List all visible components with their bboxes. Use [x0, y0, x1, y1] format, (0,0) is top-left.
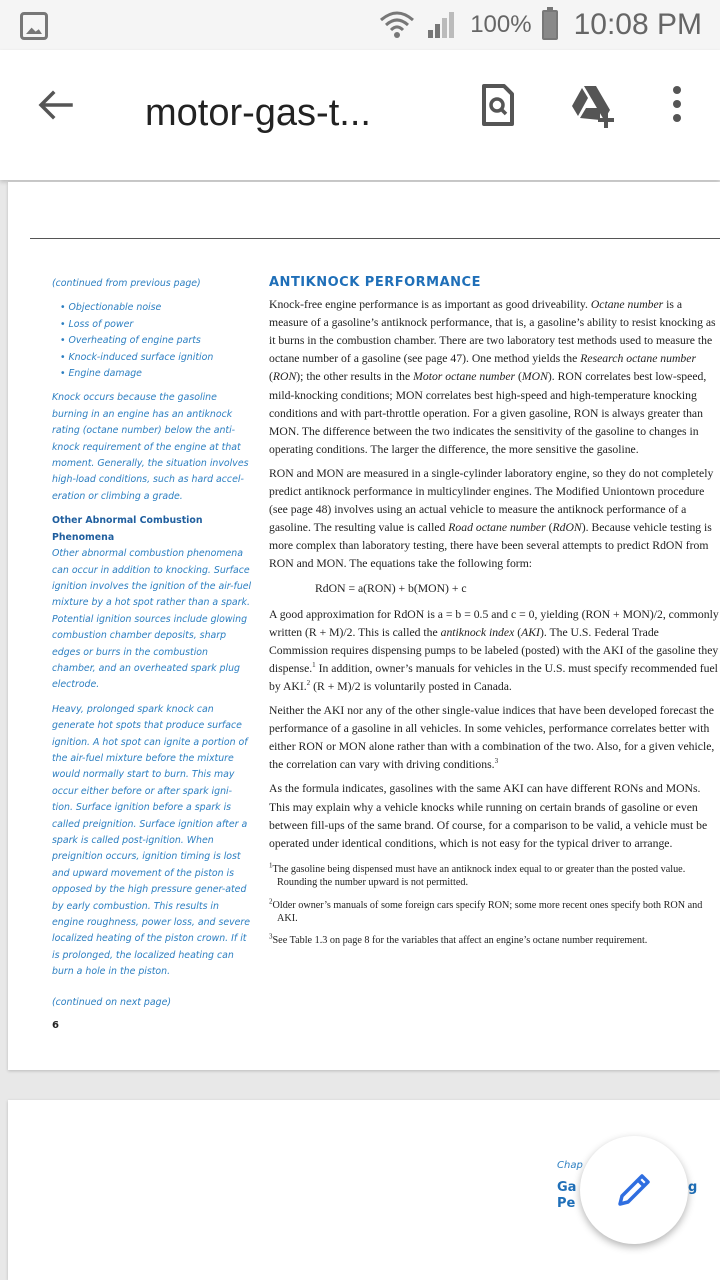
body-paragraph: As the formula indicates, gasolines with the same AKI can have different RONs and MONs. This may explain why a vehicle knocks while running on certain brands of gasoline or even between fill-ups of the same brand. Of course, for a comparison to be valid, a vehicle must be operated under identical conditions, which is not easy for the typical driver to arrange.: [269, 782, 708, 850]
footnotes: [269, 863, 719, 948]
add-to-drive-button[interactable]: [566, 80, 620, 130]
search-in-document-button[interactable]: [472, 80, 522, 130]
continued-from-note: (continued from previous page): [52, 278, 201, 289]
page-number: 6: [52, 1020, 59, 1031]
add-to-drive-icon: [566, 80, 620, 130]
list-item: • Engine damage: [60, 368, 142, 380]
continued-on-note: (continued on next page): [52, 996, 171, 1008]
sidebar-paragraph: Heavy, prolonged spark knock can generate hot spots that produce surface ignition. A hot spot can ignite a portion of the air-fuel mixture before the mixture would normally start to burn. This may occur either before or after spark igni-tion. Surface ignition before a spark is called preignition. Surface ignition after a spark is called post-ignition. When preignition occurs, ignition timing is lost and upward movement of the piston is opposed by the high pressure gener-ated by early combustion. This results in engine roughness, power loss, and severe localized heating of the piston crown. If it is prolonged, the localized heating can burn a hole in the piston.: [52, 703, 251, 978]
status-indicators: [378, 6, 702, 44]
main-column: [269, 274, 719, 957]
chapter-title-line: Ga: [557, 1180, 577, 1195]
wifi-icon: [378, 10, 416, 40]
body-paragraph: A good approximation for RdON is a = b = 0.5 and c = 0, yielding (RON + MON)/2, commonly written (R + M)/2. This is called the antiknock index (AKI). The U.S. Federal Trade Commission requires dispensing pumps to be labeled (posted) with the AKI of the gasoline they dispense.$^1$ In addition, owner’s manuals for vehicles in the U.S. must specify recommended fuel by AKI.$^2$ (R + M)/2 is voluntarily posted in Canada.: [269, 607, 719, 693]
chapter-title-line: Pe: [557, 1196, 576, 1211]
sidebar-paragraph: Knock occurs because the gasoline burning in an engine has an antiknock rating (octane number) below the anti-knock requirement of the engine at that moment. Generally, the situation involves high-load conditions, such as hard accel-eration or climbing a grade.: [52, 392, 249, 502]
body-paragraph: Knock-free engine performance is as important as good driveability. Octane number is a measure of a gasoline’s antiknock performance, that is, a gasoline’s ability to resist knocking as it burns in the combustion chamber. There are two laboratory test methods used to measure the octane number of a gasoline (see page 47). One method yields the Research octane number (RON); the other results in the Motor octane number (MON). RON correlates best low-speed, mild-knocking conditions; MON correlates best high-speed and high-temperature knocking conditions and with part-throttle operation. For a given gasoline, RON is always greater than MON. The difference between the two indicates the sensitivity of the gasoline to changes in operating conditions. The larger the difference, the more sensitive the gasoline.: [269, 298, 716, 456]
body-paragraph: RON and MON are measured in a single-cylinder laboratory engine, so they do not completely predict antiknock performance in multicylinder engines. The Modified Uniontown procedure (see page 48) involves using an actual vehicle to measure the antiknock performance of a gasoline. The resulting value is called Road octane number (RdON). Because vehicle testing is more complex than laboratory testing, there have been several attempts to predict RdON from RON and MON. The equations take the following form:: [269, 466, 714, 571]
footnote: $^3$See Table 1.3 on page 8 for the variables that affect an engine’s octane number requirement.: [269, 933, 648, 947]
document-title: motor-gas-t...: [145, 92, 371, 134]
knock-effects-list: [52, 300, 252, 382]
gallery-icon: [20, 12, 48, 40]
footnote: $^1$The gasoline being dispensed must have an antiknock index equal to or greater than the posted value. Rounding the number upward is not permitted.: [269, 861, 686, 889]
battery-charging-icon: [542, 10, 558, 40]
list-item: • Objectionable noise: [60, 302, 162, 314]
arrow-back-icon: [37, 89, 73, 121]
search-in-document-icon: [472, 80, 522, 130]
sidebar-heading: Other Abnormal Combustion Phenomena: [52, 515, 203, 543]
sidebar-paragraph: Other abnormal combustion phenomena can occur in addition to knocking. Surface ignition involves the ignition of the air-fuel mixture by a hot spot rather than a spark. Potential ignition sources include glowing combustion chamber deposits, sharp edges or burrs in the combustion chamber, and an overheated spark plug electrode.: [52, 548, 252, 691]
edit-fab-button[interactable]: [580, 1136, 688, 1244]
battery-percent: 100%: [470, 11, 532, 38]
document-page[interactable]: [8, 182, 720, 1070]
back-button[interactable]: [30, 80, 80, 130]
clock: 10:08 PM: [573, 8, 702, 41]
header-rule: [30, 238, 720, 239]
chapter-label: Chap: [557, 1160, 583, 1171]
status-bar: [0, 0, 720, 50]
cell-signal-icon: [426, 10, 460, 40]
footnote: $^2$Older owner’s manuals of some foreign cars specify RON; some more recent ones specify both RON and AKI.: [269, 897, 703, 925]
more-vert-icon: [652, 80, 702, 130]
list-item: • Knock-induced surface ignition: [60, 351, 214, 363]
list-item: • Loss of power: [60, 318, 134, 330]
edit-pencil-icon: [614, 1170, 654, 1210]
chapter-title-line: g: [688, 1180, 698, 1195]
list-item: • Overheating of engine parts: [60, 335, 201, 347]
body-paragraph: Neither the AKI nor any of the other single-value indices that have been developed forecast the performance of a gasoline in all vehicles. In some vehicles, performance correlates better with either RON or MON alone rather than with a combination of the two. Also, for a given vehicle, the correlation can vary with driving conditions.$^3$: [269, 704, 715, 772]
section-heading: ANTIKNOCK PERFORMANCE: [269, 275, 481, 290]
rdon-formula: RdON = a(RON) + b(MON) + c: [315, 581, 467, 595]
app-bar: [0, 50, 720, 180]
sidebar-column: [52, 276, 252, 1019]
more-options-button[interactable]: [652, 80, 702, 130]
